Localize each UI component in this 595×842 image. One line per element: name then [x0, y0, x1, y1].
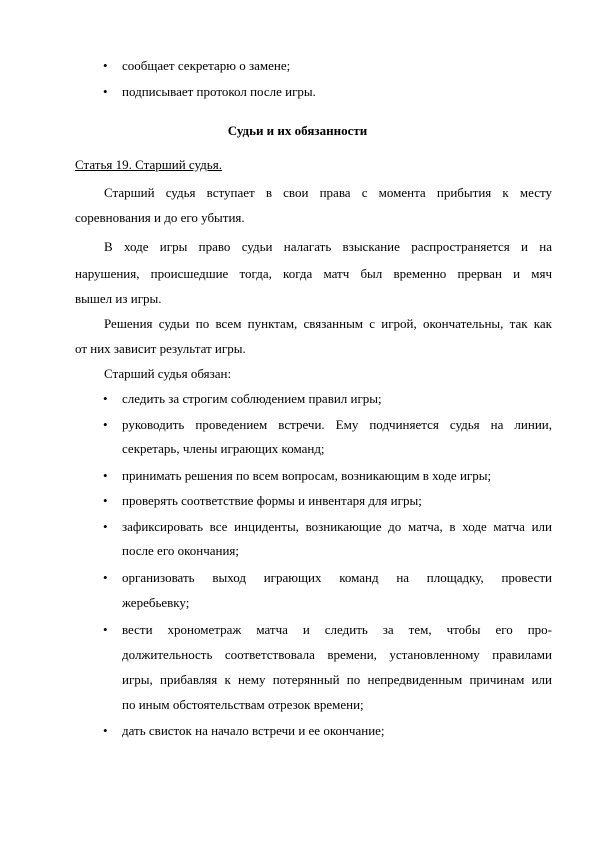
list-item-continuation: после его окончания;: [122, 543, 240, 558]
list-item: дать свисток на начало встречи и ее окончание;: [122, 723, 385, 738]
bullet-icon: •: [103, 519, 108, 534]
paragraph-line: Старший судья обязан:: [104, 366, 232, 381]
bullet-icon: •: [103, 58, 108, 73]
list-item: вести хронометраж матча и следить за тем, чтобы его про-: [122, 622, 552, 637]
list-item-continuation: игры, прибавляя к нему потерянный по непредвиденным причинам или: [122, 672, 552, 687]
bullet-icon: •: [103, 493, 108, 508]
bullet-icon: •: [103, 391, 108, 406]
paragraph-line: В ходе игры право судьи налагать взыскание распространяется и на: [104, 239, 552, 254]
list-item: следить за строгим соблюдением правил игры;: [122, 391, 382, 406]
bullet-icon: •: [103, 468, 108, 483]
article-title: Статья 19. Старший судья.: [75, 157, 222, 172]
list-item: сообщает секретарю о замене;: [122, 58, 291, 73]
paragraph-line: нарушения, происшедшие тогда, когда матч был временно прерван и мяч: [75, 266, 552, 281]
bullet-icon: •: [103, 570, 108, 585]
paragraph-line: Решения судьи по всем пунктам, связанным с игрой, окончательны, так как: [104, 316, 552, 331]
list-item-continuation: должительность соответствовала времени, установленному правилами: [122, 647, 552, 662]
list-item: зафиксировать все инциденты, возникающие до матча, в ходе матча или: [122, 519, 552, 534]
paragraph-line: соревнования и до его убытия.: [75, 210, 245, 225]
bullet-icon: •: [103, 622, 108, 637]
section-title: Судьи и их обязанности: [227, 123, 368, 138]
list-item: принимать решения по всем вопросам, возникающим в ходе игры;: [122, 468, 492, 483]
list-item: подписывает протокол после игры.: [122, 84, 316, 99]
bullet-icon: •: [103, 417, 108, 432]
list-item: организовать выход играющих команд на площадку, провести: [122, 570, 552, 585]
bullet-icon: •: [103, 723, 108, 738]
list-item-continuation: секретарь, члены играющих команд;: [122, 441, 325, 456]
paragraph-line: от них зависит результат игры.: [75, 341, 246, 356]
list-item-continuation: по иным обстоятельствам отрезок времени;: [122, 697, 364, 712]
list-item-continuation: жеребьевку;: [122, 595, 190, 610]
bullet-icon: •: [103, 84, 108, 99]
list-item: руководить проведением встречи. Ему подчиняется судья на линии,: [122, 417, 552, 432]
paragraph-line: вышел из игры.: [75, 291, 162, 306]
list-item: проверять соответствие формы и инвентаря для игры;: [122, 493, 422, 508]
paragraph-line: Старший судья вступает в свои права с момента прибытия к месту: [104, 185, 552, 200]
